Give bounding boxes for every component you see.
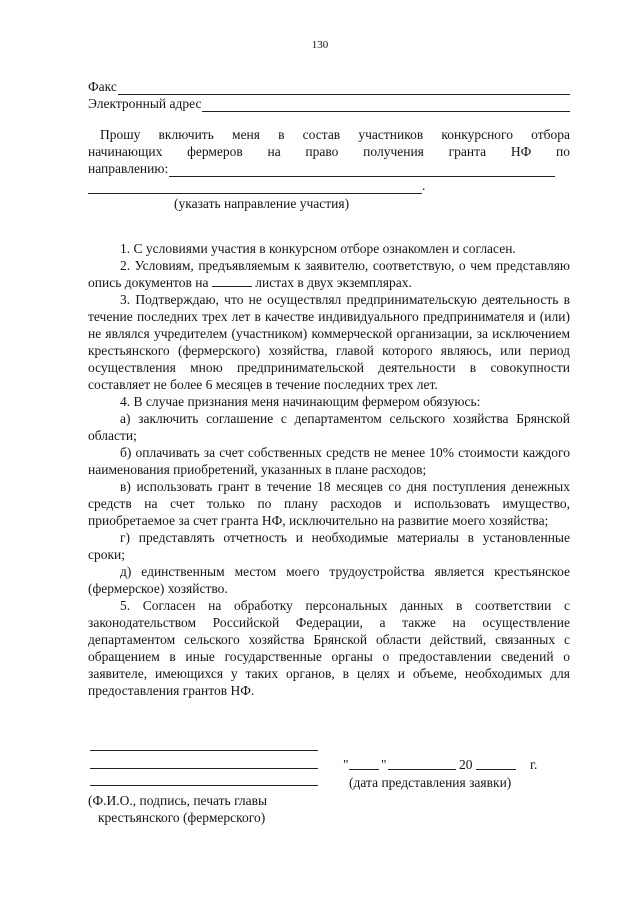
page-number: 130 bbox=[311, 39, 329, 51]
item-2-part-2: листах в двух экземплярах. bbox=[255, 275, 412, 290]
signature-caption-2: крестьянского (фермерского) bbox=[98, 810, 266, 825]
item-4b: б) оплачивать за счет собственных средств не менее 10% стоимости каждого наименования приобретений, указанных в плане расходов; bbox=[88, 445, 570, 477]
direction-label: направлению: bbox=[88, 161, 169, 176]
fax-label: Факс bbox=[88, 79, 117, 94]
date-year-suffix: г. bbox=[530, 757, 538, 772]
date-quote-close: " bbox=[381, 757, 387, 772]
direction-field bbox=[88, 160, 570, 177]
request-line-1: Прошу включить меня в состав участников конкурсного отбора bbox=[100, 127, 570, 142]
direction-hint: (указать направление участия) bbox=[174, 196, 350, 211]
item-1: 1. С условиями участия в конкурсном отборе ознакомлен и согласен. bbox=[120, 241, 516, 256]
direction-input-line-2[interactable] bbox=[88, 181, 422, 194]
sheets-count-line[interactable] bbox=[212, 275, 252, 287]
item-3: 3. Подтверждаю, что не осуществлял предпринимательскую деятельность в течение последних трех лет в качестве индивидуального предпринимателя и (или) не являлся учредителем (участником) коммерческой организации, за исключением крестьянского (фермерского) хозяйства, главой которого являюсь, или период осуществления мною предпринимательской деятельности в совокупности составляет не более 6 месяцев в течение последних трех лет. bbox=[88, 292, 570, 392]
signature-line-3[interactable] bbox=[90, 785, 318, 786]
email-field bbox=[88, 95, 570, 112]
date-caption: (дата представления заявки) bbox=[349, 775, 512, 790]
date-month-line[interactable] bbox=[388, 769, 456, 770]
item-4e: д) единственным местом моего трудоустройства является крестьянское (фермерское) хозяйство. bbox=[88, 564, 570, 596]
email-label: Электронный адрес bbox=[88, 96, 202, 111]
date-day-line[interactable] bbox=[349, 769, 379, 770]
direction-end: . bbox=[422, 178, 426, 193]
date-year-line[interactable] bbox=[476, 769, 516, 770]
direction-input-line[interactable] bbox=[169, 164, 555, 177]
request-line-2: начинающих фермеров на право получения гранта НФ по bbox=[88, 144, 570, 159]
date-year-prefix: 20 bbox=[459, 757, 473, 772]
item-4: 4. В случае признания меня начинающим фермером обязуюсь: bbox=[120, 394, 481, 409]
date-quote-open: " bbox=[343, 757, 349, 772]
direction-field-cont bbox=[88, 177, 570, 194]
fax-field bbox=[88, 78, 570, 95]
item-5: 5. Согласен на обработку персональных данных в соответствии с законодательством Российской Федерации, а также на осуществление департаментом сельского хозяйства Брянской области действий, связанных с обращением в иные государственные органы о предоставлении сведений о заявителе, имеющихся у таких органов, в целях и объеме, необходимых для предоставления грантов НФ. bbox=[88, 598, 570, 698]
email-input-line[interactable] bbox=[202, 99, 570, 112]
signature-line-2[interactable] bbox=[90, 768, 318, 769]
fax-input-line[interactable] bbox=[118, 82, 570, 95]
signature-line-1[interactable] bbox=[90, 750, 318, 751]
item-4a: а) заключить соглашение с департаментом сельского хозяйства Брянской области; bbox=[88, 411, 570, 443]
item-2 bbox=[88, 257, 570, 291]
conditions-list bbox=[88, 240, 570, 699]
item-4d: г) представлять отчетность и необходимые материалы в установленные сроки; bbox=[88, 530, 570, 562]
item-2-part-1: 2. Условиям, предъявляемым к заявителю, соответствую, о чем представляю опись документов на bbox=[88, 258, 570, 290]
item-4c: в) использовать грант в течение 18 месяцев со дня поступления денежных средств на счет только по плану расходов и использовать имущество, приобретаемое за счет гранта НФ, исключительно на развитие моего хозяйства; bbox=[88, 479, 570, 528]
signature-caption-1: (Ф.И.О., подпись, печать главы bbox=[88, 793, 268, 808]
